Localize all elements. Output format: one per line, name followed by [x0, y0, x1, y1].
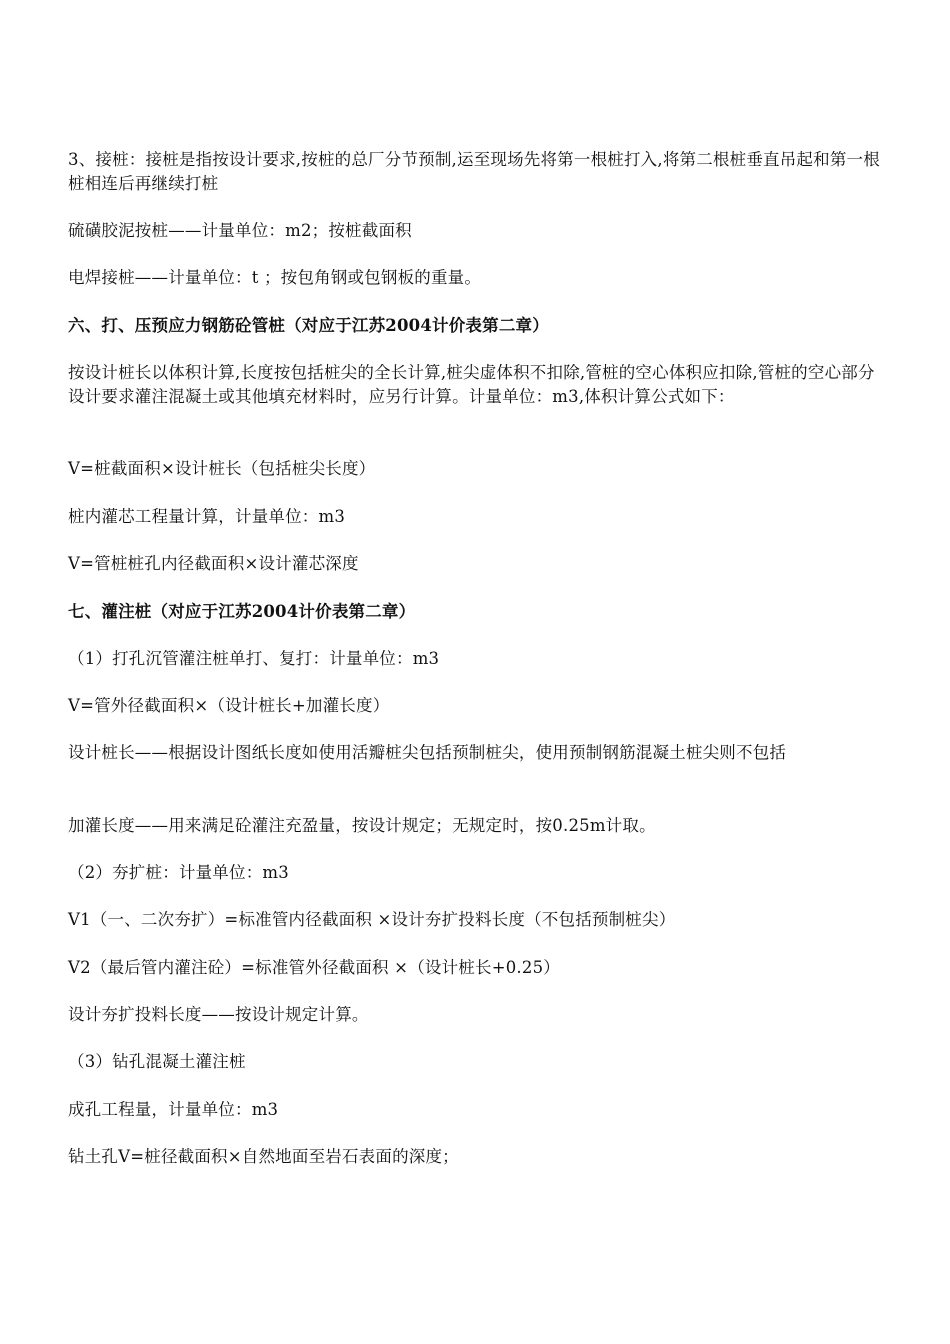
formula-soil-hole: 钻土孔V=桩径截面积×自然地面至岩石表面的深度；: [68, 1147, 459, 1166]
paragraph-volume-rule: 按设计桩长以体积计算,长度按包括桩尖的全长计算,桩尖虚体积不扣除,管桩的空心体积应扣除,管桩的空心部分设计要求灌注混凝土或其他填充材料时，应另行计算。计量单位：m3,体积计算公式如下：: [68, 363, 875, 406]
section-heading-seven: 七、灌注桩（对应于江苏2004计价表第二章）: [68, 602, 416, 621]
paragraph-hole-quantity: 成孔工程量，计量单位：m3: [68, 1100, 279, 1119]
paragraph-item-2: （2）夯扩桩：计量单位：m3: [68, 863, 289, 882]
formula-v2: V2（最后管内灌注砼）=标准管外径截面积 ×（设计桩长+0.25）: [68, 958, 560, 977]
formula-pile-volume: V=桩截面积×设计桩长（包括桩尖长度）: [68, 459, 376, 478]
formula-v1: V1（一、二次夯扩）=标准管内径截面积 ×设计夯扩投料长度（不包括预制桩尖）: [68, 910, 676, 929]
paragraph-design-pile-length: 设计桩长——根据设计图纸长度如使用活瓣桩尖包括预制桩尖，使用预制钢筋混凝土桩尖则不包括: [68, 743, 787, 762]
paragraph-sulfur-mortar-splicing: 硫磺胶泥按桩——计量单位：m2；按桩截面积: [68, 221, 412, 240]
paragraph-ramming-length: 设计夯扩投料长度——按设计规定计算。: [68, 1005, 369, 1024]
paragraph-item-3: （3）钻孔混凝土灌注桩: [68, 1052, 246, 1071]
paragraph-extra-pour-length: 加灌长度——用来满足砼灌注充盈量，按设计规定；无规定时，按0.25m计取。: [68, 816, 656, 835]
formula-core-filling: V=管桩桩孔内径截面积×设计灌芯深度: [68, 554, 359, 573]
section-heading-six: 六、打、压预应力钢筋砼管桩（对应于江苏2004计价表第二章）: [68, 316, 549, 335]
paragraph-core-filling: 桩内灌芯工程量计算，计量单位：m3: [68, 507, 346, 526]
paragraph-pile-splicing: 3、接桩：接桩是指按设计要求,按桩的总厂分节预制,运至现场先将第一根桩打入,将第二根桩垂直吊起和第一根桩相连后再继续打桩: [68, 150, 880, 193]
paragraph-item-1: （1）打孔沉管灌注桩单打、复打：计量单位：m3: [68, 649, 440, 668]
paragraph-welded-splicing: 电焊接桩——计量单位：t ；按包角钢或包钢板的重量。: [68, 268, 482, 287]
formula-outer-diameter: V=管外径截面积×（设计桩长+加灌长度）: [68, 696, 390, 715]
